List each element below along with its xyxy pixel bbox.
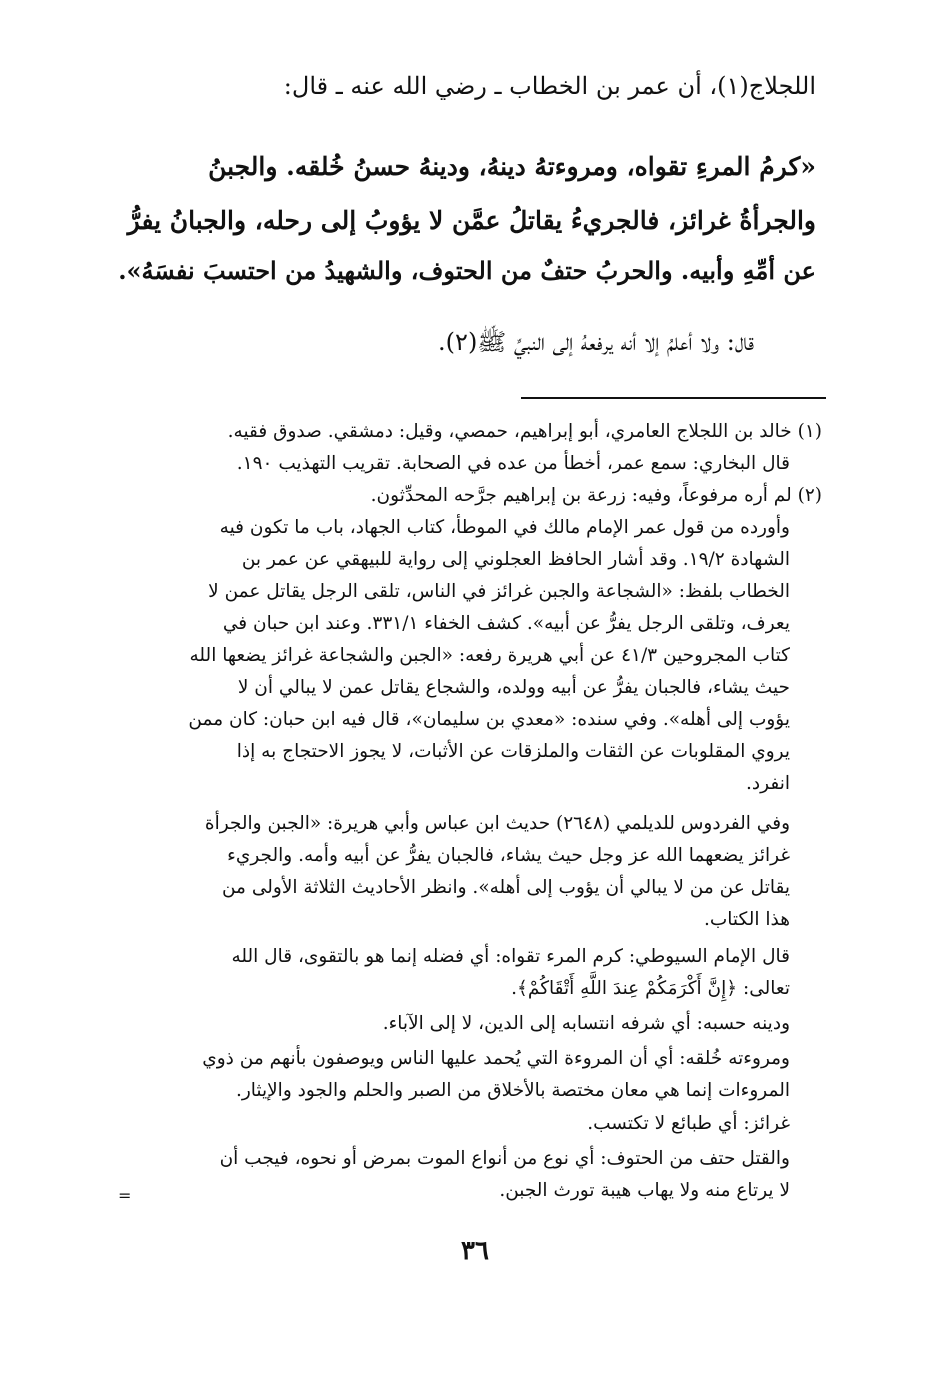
- footnote-line: المروءات إنما هي معان مختصة بالأخلاق من الصبر والحلم والجود والإيثار.: [235, 1080, 790, 1101]
- quote-line-1: «كرمُ المرءِ تقواه، ومروءتهُ دينهُ، ودينهُ حسنُ خُلقه. والجبنُ: [208, 152, 816, 181]
- footnote-line: قال البخاري: سمع عمر، أخطأ من عده في الصحابة. تقريب التهذيب ١٩٠.: [236, 453, 790, 474]
- footnote-line: حيث يشاء، فالجبان يفرُّ عن أبيه وولده، والشجاع يقاتل عمن لا يبالي أن لا: [237, 677, 790, 698]
- footnote-line: ومروءته خُلقه: أي أن المروءة التي يُحمد عليها الناس ويوصفون بأنهم من ذوي: [202, 1048, 790, 1069]
- footnote-line: الخطاب بلفظ: «الشجاعة والجبن غرائز في الناس، تلقى الرجل يقاتل عمن لا: [208, 581, 790, 602]
- footnote-line: غرائز يضعهما الله عز وجل حيث يشاء، فالجبان يفرُّ عن أبيه وأمه. والجريء: [227, 845, 790, 866]
- intro-line: اللجلاج(١)، أن عمر بن الخطاب ـ رضي الله عنه ـ قال:: [283, 72, 816, 100]
- footnote-line: (١) خالد بن اللجلاج العامري، أبو إبراهيم، حمصي، وقيل: دمشقي. صدوق فقيه.: [227, 421, 822, 442]
- footnote-line: تعالى: ﴿إِنَّ أَكْرَمَكُمْ عِندَ اللَّهِ أَتْقَاكُمْ﴾.: [511, 978, 790, 999]
- page-number: ٣٦: [461, 1236, 489, 1266]
- footnote-line: هذا الكتاب.: [704, 909, 790, 930]
- footnote-separator: [521, 397, 826, 399]
- footnote-line: يقاتل عن من لا يبالي أن يؤوب إلى أهله». وانظر الأحاديث الثلاثة الأولى من: [221, 877, 790, 898]
- footnote-line: غرائز: أي طبائع لا تكتسب.: [587, 1113, 790, 1134]
- footnote-line: قال الإمام السيوطي: كرم المرء تقواه: أي فضله إنما هو بالتقوى، قال الله: [231, 946, 790, 967]
- footnote-line: وأورده من قول عمر الإمام مالك في الموطأ، كتاب الجهاد، باب ما تكون فيه: [219, 517, 790, 538]
- footnote-line: يعرف، وتلقى الرجل يفرُّ عن أبيه». كشف الخفاء ٣٣١/١. وعند ابن حبان في: [222, 613, 790, 634]
- footnote-line: ودينه حسبه: أي شرفه انتسابه إلى الدين، لا إلى الآباء.: [382, 1013, 790, 1034]
- footnote-line: والقتل حتف من الحتوف: أي نوع من أنواع الموت بمرض أو نحوه، فيجب أن: [219, 1148, 790, 1169]
- footnote-line: يؤوب إلى أهله». وفي سنده: «معدي بن سليمان»، قال فيه ابن حبان: كان ممن: [188, 709, 790, 730]
- quote-line-3: عن أمِّهِ وأبيه. والحربُ حتفٌ من الحتوف، والشهيدُ من احتسبَ نفسَهُ».: [118, 256, 816, 285]
- footnote-line: انفرد.: [746, 773, 790, 794]
- footnote-line: الشهادة ١٩/٢. وقد أشار الحافظ العجلوني إلى رواية للبيهقي عن عمر بن: [241, 549, 790, 570]
- footnote-line: لا يرتاع منه ولا يهاب هيبة تورث الجبن.: [499, 1180, 790, 1201]
- footnote-line: وفي الفردوس للديلمي (٢٦٤٨) حديث ابن عباس وأبي هريرة: «الجبن والجرأة: [204, 813, 790, 834]
- quote-line-2: والجرأةُ غرائز، فالجريءُ يقاتلُ عمَّن لا يؤوبُ إلى رحله، والجبانُ يفرُّ: [127, 206, 816, 235]
- footnote-line: (٢) لم أره مرفوعاً، وفيه: زرعة بن إبراهيم جرَّحه المحدِّثون.: [370, 485, 822, 506]
- continuation-mark: =: [118, 1186, 132, 1205]
- said-line: قال: ولا أعلمُ إلا أنه يرفعهُ إلى النبيِّ ﷺ(٢).: [438, 328, 754, 356]
- footnote-line: يروي المقلوبات عن الثقات والملزقات عن الأثبات، لا يجوز الاحتجاج به إذا: [236, 741, 790, 762]
- footnote-line: كتاب المجروحين ٤١/٣ عن أبي هريرة رفعه: «الجبن والشجاعة غرائز يضعها الله: [189, 645, 790, 666]
